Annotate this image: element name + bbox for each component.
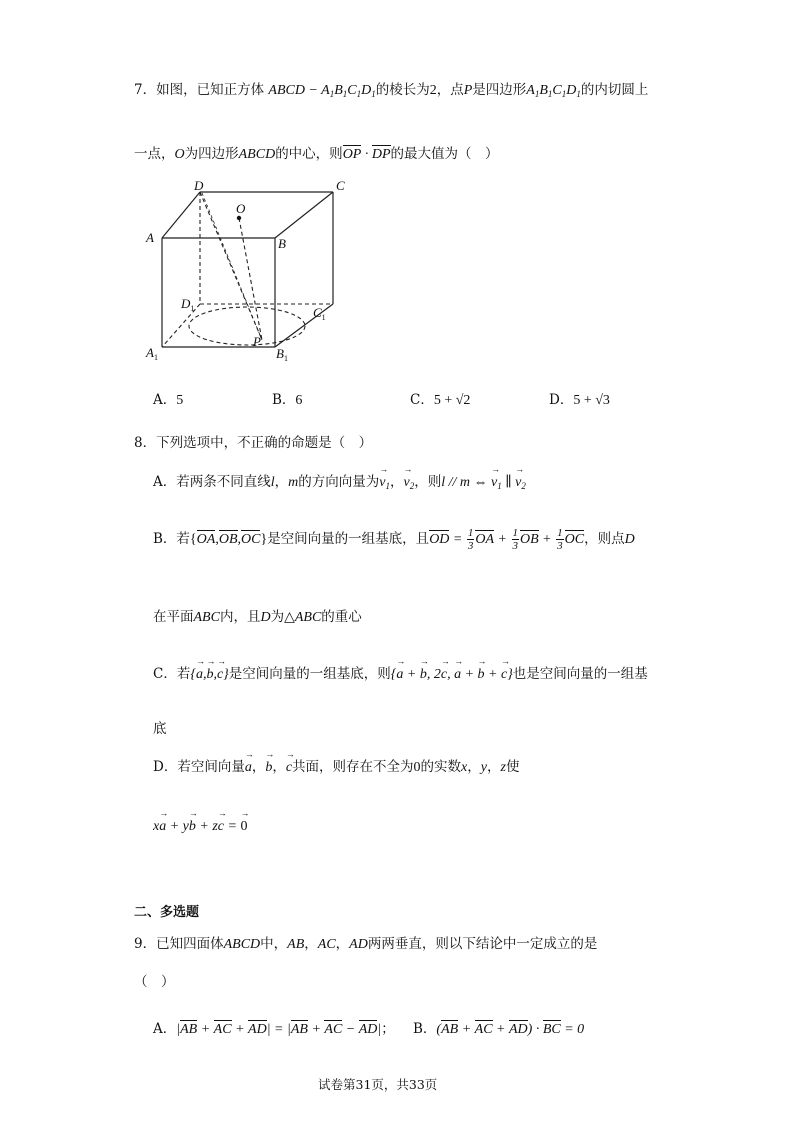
label-a: A	[146, 230, 154, 245]
dot-product: OP · DP	[342, 147, 391, 162]
q9-option-a[interactable]: A．|AB + AC + AD| = |AB + AC − AD|；	[153, 1021, 395, 1037]
q7-option-a[interactable]: A．5	[153, 392, 184, 408]
section-title-multi-choice: 二、多选题	[134, 905, 200, 920]
q9-option-b[interactable]: B．(AB + AC + AD) · BC = 0	[413, 1021, 585, 1037]
label-a1: $A_1$	[146, 345, 158, 362]
label-p: P	[253, 334, 261, 349]
label-d1: $D_1$	[181, 296, 195, 313]
label-b1: $B_1$	[276, 346, 288, 363]
label-d: D	[194, 178, 204, 193]
q9-stem-line1: 9．已知四面体ABCD中，AB，AC，AD两两垂直，则以下结论中一定成立的是	[134, 936, 598, 952]
q8-option-c-line2: 底	[153, 721, 167, 737]
cube-name: ABCD − $A_1B_1C_1D_1$	[268, 83, 376, 99]
label-o: O	[236, 201, 246, 216]
q8-option-d-line1[interactable]: D．若空间向量a →，b →，c →共面，则存在不全为0的实数x，y，z使	[153, 755, 519, 776]
label-c1: $C_1$	[313, 305, 326, 322]
q8-option-c-line1[interactable]: C．若{a →,b →,c →}是空间向量的一组基底，则{a → + b →, 2c →, a → + b → + c →}也是空间向量的一组基	[153, 662, 648, 683]
q9-stem-line2: （ ）	[134, 974, 175, 990]
q8-option-d-line2: xa → + yb → + zc → = 0 →	[153, 818, 247, 835]
q7-option-d[interactable]: D．5 + √3	[549, 392, 610, 408]
page-footer: 试卷第31页，共33页	[318, 1077, 438, 1092]
cube-figure	[140, 178, 345, 370]
q8-option-b-line1[interactable]: B．若{OA,OB,OC}是空间向量的一组基底，且OD = $\frac{1}{3}$ OA + $\frac{1}{3}$ OB + $\frac{1}{3}$ OC，则点D	[153, 527, 635, 553]
q7-line1: 7．如图，已知正方体 ABCD − $A_1B_1C_1D_1$的棱长为2，点P是四边形$A_1B_1C_1D_1$的内切圆上	[134, 82, 649, 99]
q8-option-b-line2: 在平面ABC内，且D为△ABC的重心	[153, 609, 362, 625]
q7-line2: 一点，O为四边形ABCD的中心，则OP · DP的最大值为（ ）	[134, 146, 499, 162]
q7-option-b[interactable]: B．6	[272, 392, 303, 408]
q8-option-a[interactable]: A．若两条不同直线l，m的方向向量为$v \to_1$，$v \to_2$，则l // m ⇔ $v \to_1$ ∥ $v \to_2$	[153, 470, 526, 491]
label-b: B	[278, 236, 286, 251]
label-c: C	[336, 178, 345, 193]
q8-stem: 8．下列选项中，不正确的命题是（ ）	[134, 435, 373, 451]
center-point-o	[237, 216, 241, 220]
q7-option-c[interactable]: C．5 + √2	[410, 392, 471, 408]
